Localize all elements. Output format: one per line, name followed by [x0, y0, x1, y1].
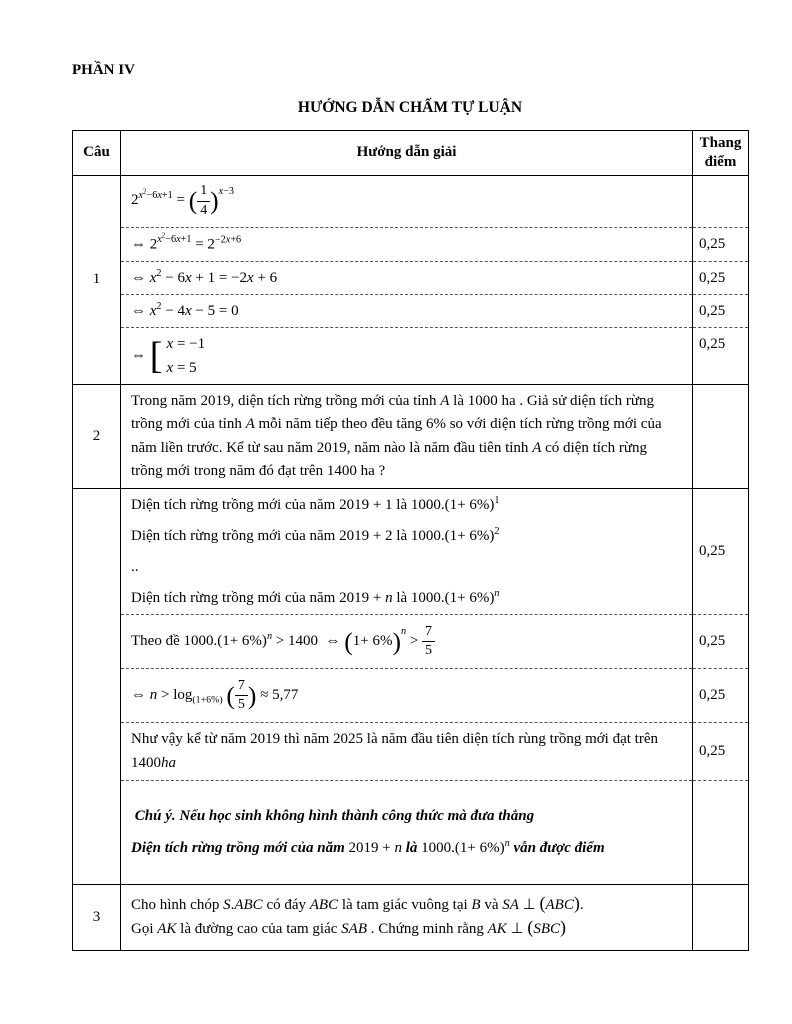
table-row	[73, 328, 749, 385]
score-cell	[693, 781, 749, 885]
solution-step: ⇔ $x^2 - 6x + 1 = -2x + 6$	[121, 261, 693, 294]
rubric-table	[72, 130, 749, 951]
score-cell	[693, 885, 749, 951]
table-row	[73, 615, 749, 669]
score-cell	[693, 385, 749, 489]
table-row	[73, 723, 749, 781]
solution-step: Theo đề $1000.(1+ 6\%)^n > 1400$ ⇔ $(1+ 6\%)^n$ > $\frac{7}{5}$	[121, 615, 693, 669]
table-header-row	[73, 131, 749, 176]
question-number-2: 2	[73, 385, 121, 489]
solution-step: $2^{x^2-6x+1}$ = ( $\frac{1}{4}$ )$^{x-3}$	[121, 175, 693, 227]
solution-step: Diện tích rừng trồng mới của năm 2019 + 1 là $1000.(1+ 6\%)^1$ Diện tích rừng trồng mới của năm 2019 + 2 là $1000.(1+ 6\%)^2$ .. Diện tích rừng trồng mới của năm 2019 + n là $1000.(1+ 6\%)^n$	[121, 489, 693, 615]
question-number-1: 1	[73, 175, 121, 385]
score-cell: 0,25	[693, 723, 749, 781]
table-row	[73, 885, 749, 951]
solution-step: ⇔ $x^2 - 4x - 5 = 0$	[121, 294, 693, 327]
score-cell: 0,25	[693, 615, 749, 669]
solution-step: Như vậy kể từ năm 2019 thì năm 2025 là năm đầu tiên diện tích rùng trồng mới đạt trên 1400ha	[121, 723, 693, 781]
table-row	[73, 227, 749, 261]
document-title: HƯỚNG DẪN CHẤM TỰ LUẬN	[297, 99, 523, 116]
question-number-empty	[73, 489, 121, 885]
score-cell	[693, 175, 749, 227]
table-row	[73, 669, 749, 723]
score-cell: 0,25	[693, 261, 749, 294]
col-header-score: Thang điểm	[693, 131, 749, 176]
question-number-3: 3	[73, 885, 121, 951]
solution-step: ⇔ $2^{x^2-6x+1} = 2^{-2x+6}$	[121, 227, 693, 261]
note: Chú ý. Nếu học sinh không hình thành công thức mà đưa thẳng Diện tích rừng trồng mới của năm 2019 + n là $1000.(1+ 6\%)^n$ vẫn được điểm	[121, 781, 693, 885]
col-header-guide: Hướng dẫn giải	[121, 131, 693, 176]
score-cell: 0,25	[693, 294, 749, 327]
score-cell: 0,25	[693, 227, 749, 261]
score-cell: 0,25	[693, 669, 749, 723]
table-row	[73, 385, 749, 489]
table-row	[73, 781, 749, 885]
solution-step: ⇔ $n > \log_{(1+6\%)}$ ( $\frac{7}{5}$ ) ≈ 5,77	[121, 669, 693, 723]
table-row	[73, 175, 749, 227]
problem-statement: Cho hình chóp S.ABC có đáy ABC là tam giác vuông tại B và SA ⊥ (ABC). Gọi AK là đường cao của tam giác SAB . Chứng minh rằng AK ⊥ (SBC)	[121, 885, 693, 951]
problem-statement: Trong năm 2019, diện tích rừng trồng mới của tỉnh A là 1000 ha . Giả sử diện tích rừng trồng mới của tỉnh A mỗi năm tiếp theo đều tăng 6% so với diện tích rừng trồng mới của năm liền trước. Kể từ sau năm 2019, năm nào là năm đầu tiên tỉnh A có diện tích rừng trồng mới trong năm đó đạt trên 1400 ha ?	[121, 385, 693, 489]
col-header-question: Câu	[73, 131, 121, 176]
table-row	[73, 489, 749, 615]
solution-step: ⇔ [ x = −1 x = 5	[121, 328, 693, 385]
section-label: PHẦN IV	[72, 62, 135, 78]
score-cell: 0,25	[693, 489, 749, 615]
table-row	[73, 294, 749, 327]
score-cell: 0,25	[693, 328, 749, 385]
table-row	[73, 261, 749, 294]
